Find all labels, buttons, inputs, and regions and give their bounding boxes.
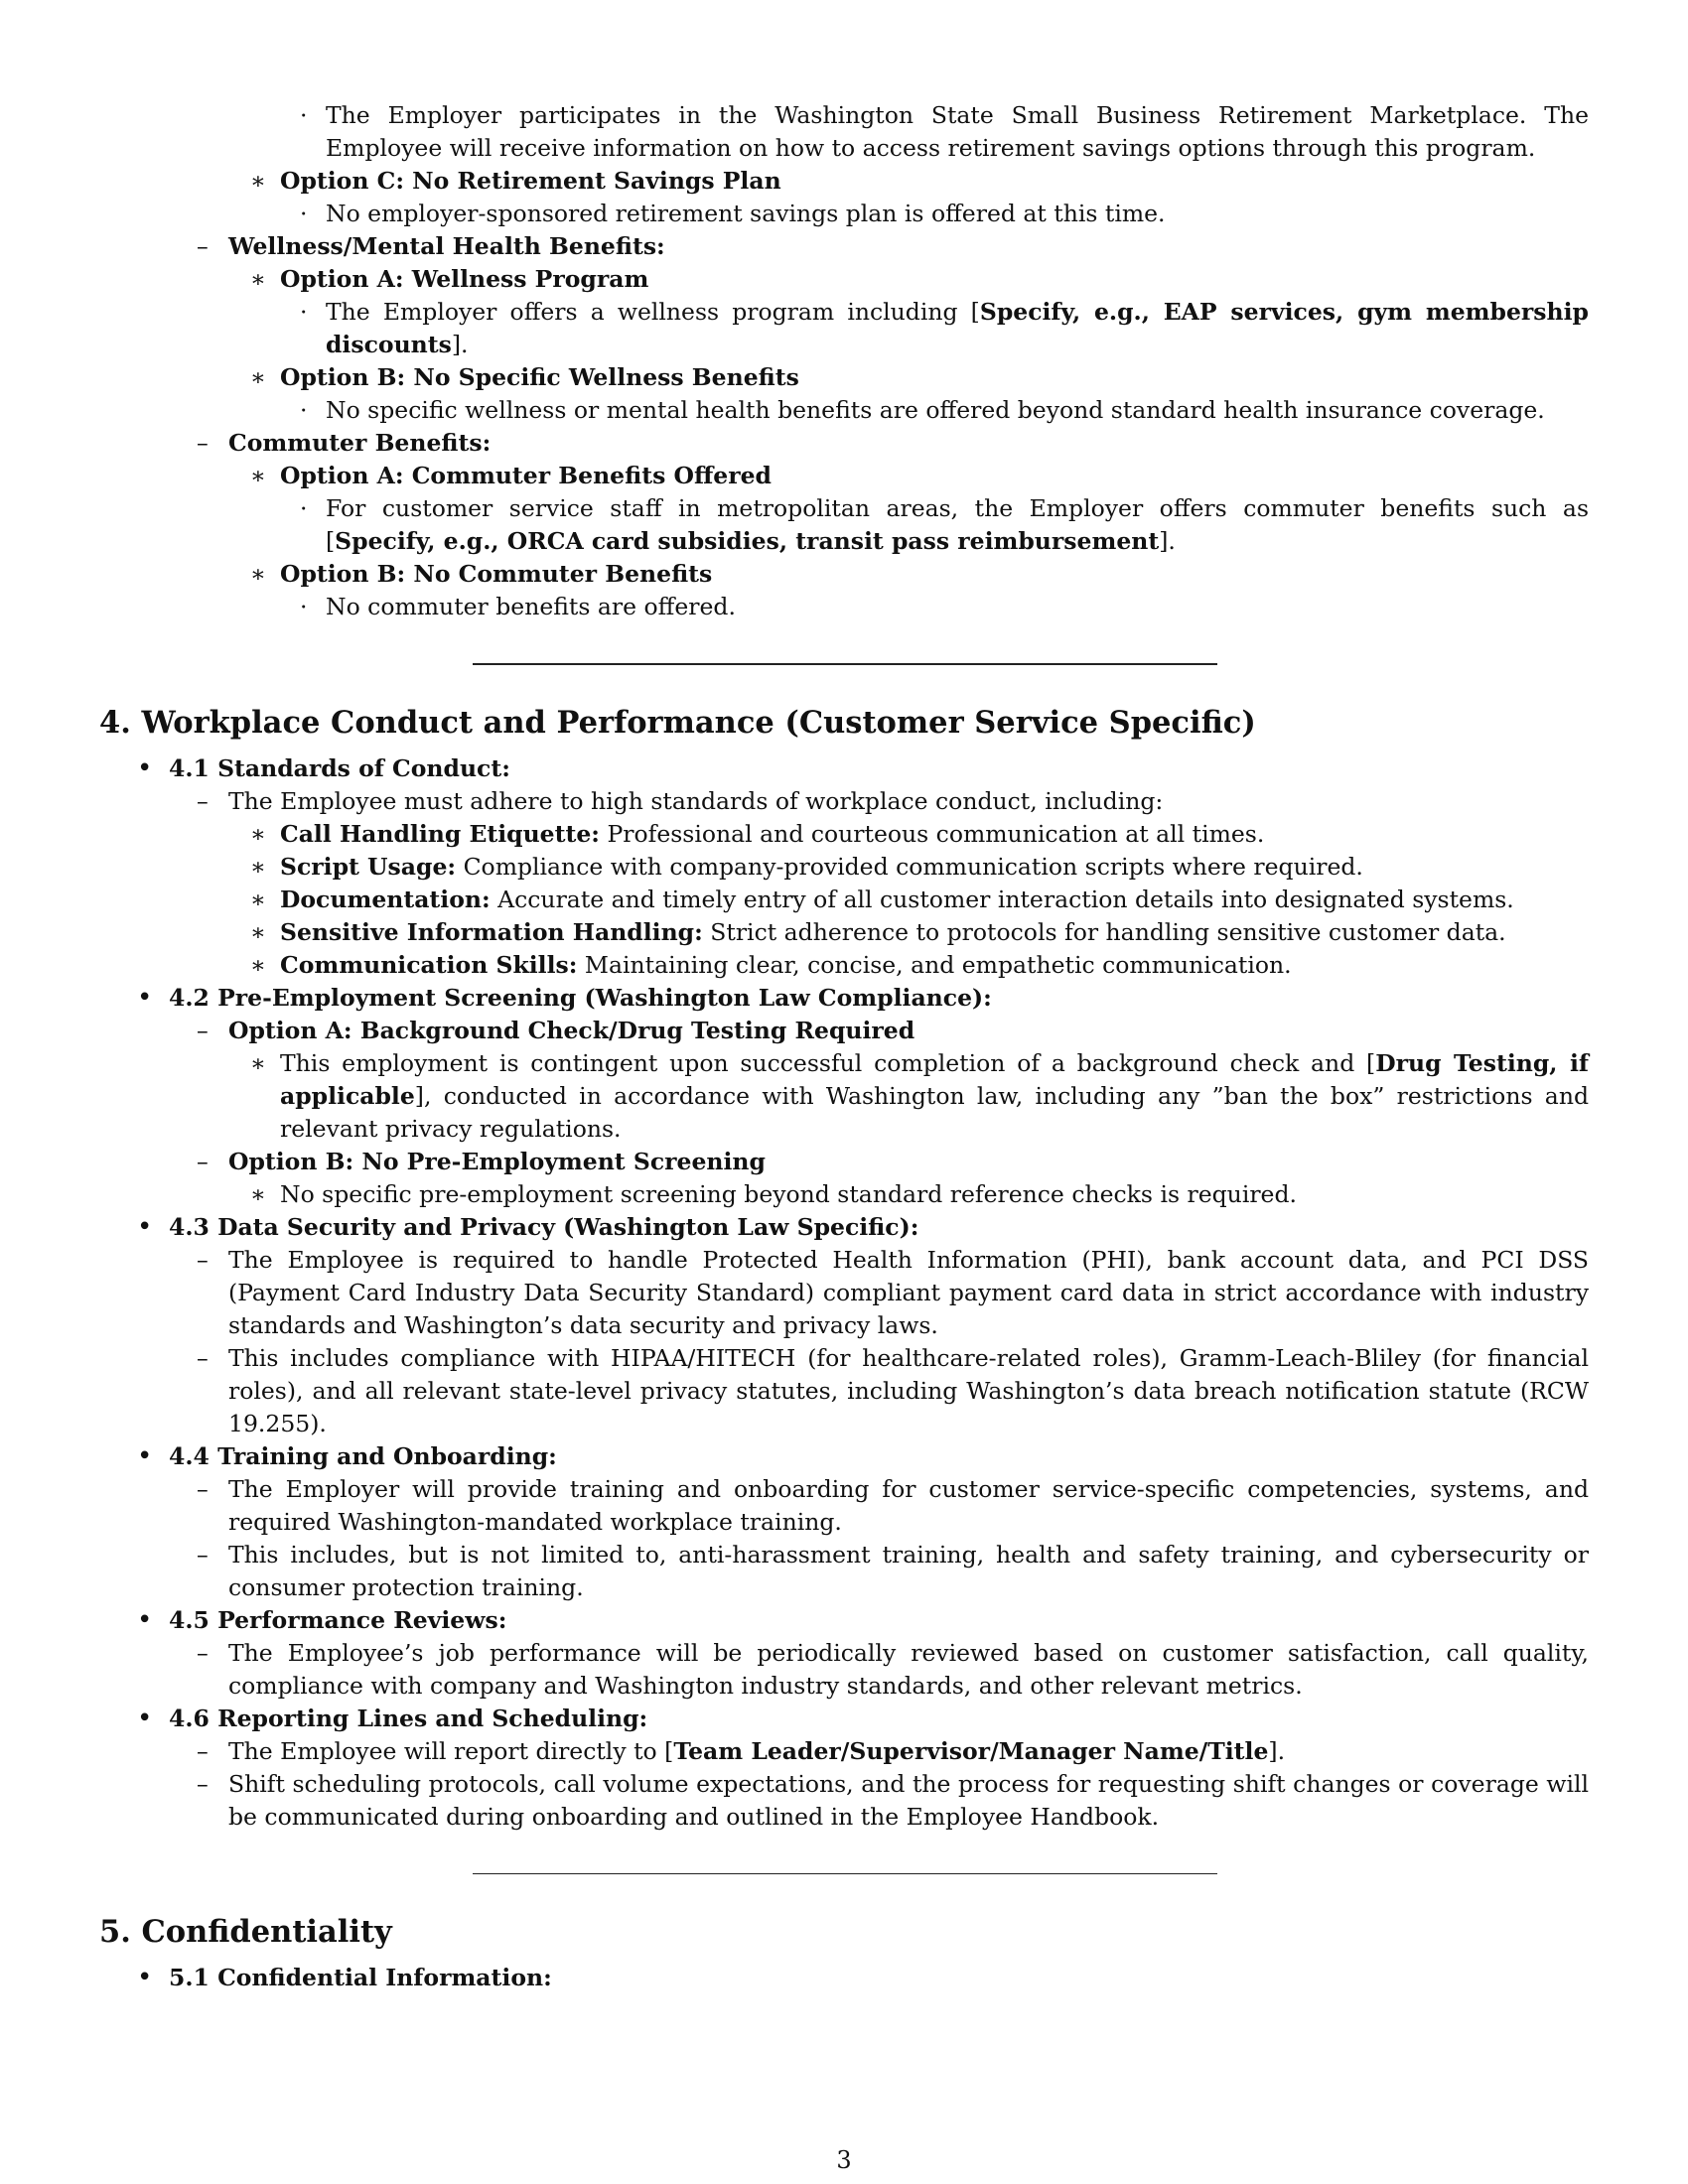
bullet: · bbox=[300, 200, 308, 227]
desc: Maintaining clear, concise, and empathetic communication. bbox=[584, 951, 1292, 979]
bullet: • bbox=[137, 1605, 153, 1635]
list-item bbox=[99, 1440, 1589, 1473]
bullet: ∗ bbox=[250, 853, 266, 881]
wellness-title: Wellness/Mental Health Benefits: bbox=[228, 232, 665, 260]
text: ], conducted in accordance with Washington law, including any ”ban the box” restrictions and relevant privacy regulations. bbox=[280, 1082, 1589, 1143]
bullet: ∗ bbox=[250, 462, 266, 489]
bullet: · bbox=[300, 298, 308, 326]
bullet: · bbox=[300, 494, 308, 522]
bullet: ∗ bbox=[250, 265, 266, 293]
subsection-title: 4.5 Performance Reviews: bbox=[169, 1606, 507, 1634]
text: For customer service staff in metropolitan areas, the Employer offers commuter benefits such as [ bbox=[326, 494, 1589, 555]
bullet: • bbox=[137, 753, 153, 783]
retirement-option-c-text: No employer-sponsored retirement savings plan is offered at this time. bbox=[326, 200, 1166, 227]
retirement-option-c-title: Option C: No Retirement Savings Plan bbox=[280, 167, 781, 195]
desc: Professional and courteous communication at all times. bbox=[607, 820, 1265, 848]
wellness-option-a-title: Option A: Wellness Program bbox=[280, 265, 649, 293]
list-item bbox=[99, 785, 1589, 818]
text: Shift scheduling protocols, call volume expectations, and the process for requesting shift changes or coverage will be communicated during onboarding and outlined in the Employee Handbook. bbox=[228, 1770, 1589, 1831]
term: Documentation: bbox=[280, 886, 491, 913]
list-item bbox=[99, 1178, 1589, 1211]
commuter-option-a-title: Option A: Commuter Benefits Offered bbox=[280, 462, 772, 489]
list-item bbox=[99, 296, 1589, 361]
list-item bbox=[99, 752, 1589, 785]
bullet: • bbox=[137, 1441, 153, 1471]
divider bbox=[473, 663, 1217, 665]
term: Script Usage: bbox=[280, 853, 457, 881]
bullet: ∗ bbox=[250, 951, 266, 979]
list-item bbox=[99, 99, 1589, 165]
desc: Strict adherence to protocols for handling sensitive customer data. bbox=[710, 918, 1506, 946]
text: No specific pre-employment screening beyond standard reference checks is required. bbox=[280, 1180, 1297, 1208]
list-item bbox=[99, 949, 1589, 982]
wellness-option-b-title: Option B: No Specific Wellness Benefits bbox=[280, 363, 799, 391]
text: The Employee must adhere to high standards of workplace conduct, including: bbox=[228, 787, 1164, 815]
list-item bbox=[99, 1768, 1589, 1834]
list-item bbox=[99, 427, 1589, 460]
section-5-heading: 5. Confidentiality bbox=[99, 1914, 392, 1950]
bullet: ∗ bbox=[250, 1049, 266, 1077]
bullet: – bbox=[197, 1148, 209, 1175]
list-item bbox=[99, 1146, 1589, 1178]
list-item bbox=[99, 460, 1589, 492]
text: The Employee will report directly to [ bbox=[228, 1737, 674, 1765]
list-item bbox=[99, 165, 1589, 198]
text: The Employee’s job performance will be periodically reviewed based on customer satisfaction, call quality, compliance with company and Washington industry standards, and other relevant metrics. bbox=[228, 1639, 1589, 1700]
list-item bbox=[99, 492, 1589, 558]
bullet: ∗ bbox=[250, 820, 266, 848]
list-item bbox=[99, 1015, 1589, 1047]
list-item bbox=[99, 1211, 1589, 1244]
bullet: ∗ bbox=[250, 363, 266, 391]
list-item bbox=[99, 591, 1589, 623]
list-item bbox=[99, 1962, 1589, 1994]
list-item bbox=[99, 851, 1589, 884]
text: The Employer offers a wellness program including [ bbox=[326, 298, 980, 326]
text: This includes, but is not limited to, anti-harassment training, health and safety training, and cybersecurity or consumer protection training. bbox=[228, 1541, 1589, 1601]
list-item bbox=[99, 1703, 1589, 1735]
placeholder-field: Team Leader/Supervisor/Manager Name/Title bbox=[673, 1737, 1269, 1765]
list-item bbox=[99, 230, 1589, 263]
text: ]. bbox=[1159, 527, 1176, 555]
bullet: ∗ bbox=[250, 560, 266, 588]
subsection-title: 4.4 Training and Onboarding: bbox=[169, 1442, 557, 1470]
placeholder-field: Specify, e.g., EAP services, gym membership discounts bbox=[326, 298, 1589, 358]
bullet: · bbox=[300, 101, 308, 129]
bullet: – bbox=[197, 429, 209, 457]
list-item bbox=[99, 1637, 1589, 1703]
list-item bbox=[99, 1047, 1589, 1146]
text: The Employer will provide training and onboarding for customer service-specific competencies, systems, and required Washington-mandated workplace training. bbox=[228, 1475, 1589, 1536]
list-item bbox=[99, 394, 1589, 427]
bullet: • bbox=[137, 1212, 153, 1242]
bullet: • bbox=[137, 983, 153, 1013]
desc: Accurate and timely entry of all customer interaction details into designated systems. bbox=[497, 886, 1514, 913]
text: This employment is contingent upon successful completion of a background check and [ bbox=[280, 1049, 1376, 1077]
list-item bbox=[99, 558, 1589, 591]
commuter-option-b-title: Option B: No Commuter Benefits bbox=[280, 560, 713, 588]
bullet: – bbox=[197, 1737, 209, 1765]
list-item bbox=[99, 916, 1589, 949]
bullet: ∗ bbox=[250, 167, 266, 195]
divider bbox=[473, 1873, 1217, 1874]
bullet: – bbox=[197, 1475, 209, 1503]
list-item bbox=[99, 884, 1589, 916]
bullet: – bbox=[197, 1344, 209, 1372]
subsection-title: 4.1 Standards of Conduct: bbox=[169, 754, 510, 782]
commuter-title: Commuter Benefits: bbox=[228, 429, 492, 457]
bullet: – bbox=[197, 1541, 209, 1569]
bullet: – bbox=[197, 1770, 209, 1798]
subsection-title: 4.3 Data Security and Privacy (Washington Law Specific): bbox=[169, 1213, 919, 1241]
list-item bbox=[99, 263, 1589, 296]
page-number: 3 bbox=[836, 2146, 852, 2174]
bullet: ∗ bbox=[250, 886, 266, 913]
term: Call Handling Etiquette: bbox=[280, 820, 600, 848]
text: This includes compliance with HIPAA/HITECH (for healthcare-related roles), Gramm-Leach-Bliley (for financial roles), and all relevant state-level privacy statutes, including Washington’s data breach notification statute (RCW 19.255). bbox=[228, 1344, 1589, 1437]
retirement-option-b-text: The Employer participates in the Washington State Small Business Retirement Marketplace. The Employee will receive information on how to access retirement savings options through this program. bbox=[326, 101, 1589, 162]
option-title: Option A: Background Check/Drug Testing Required bbox=[228, 1017, 915, 1044]
list-item bbox=[99, 198, 1589, 230]
list-item bbox=[99, 1539, 1589, 1604]
placeholder-field: Drug Testing, if applicable bbox=[280, 1049, 1590, 1110]
option-title: Option B: No Pre-Employment Screening bbox=[228, 1148, 766, 1175]
section-4-heading: 4. Workplace Conduct and Performance (Customer Service Specific) bbox=[99, 705, 1256, 741]
document-page bbox=[99, 99, 1589, 1994]
term: Sensitive Information Handling: bbox=[280, 918, 703, 946]
desc: Compliance with company-provided communication scripts where required. bbox=[463, 853, 1363, 881]
subsection-title: 5.1 Confidential Information: bbox=[169, 1964, 552, 1991]
list-item bbox=[99, 361, 1589, 394]
bullet: ∗ bbox=[250, 1180, 266, 1208]
bullet: ∗ bbox=[250, 918, 266, 946]
list-item bbox=[99, 818, 1589, 851]
bullet: · bbox=[300, 593, 308, 620]
list-item bbox=[99, 1244, 1589, 1342]
commuter-option-b-text: No commuter benefits are offered. bbox=[326, 593, 736, 620]
list-item bbox=[99, 1342, 1589, 1440]
term: Communication Skills: bbox=[280, 951, 578, 979]
list-item bbox=[99, 1735, 1589, 1768]
bullet: – bbox=[197, 787, 209, 815]
subsection-title: 4.2 Pre-Employment Screening (Washington Law Compliance): bbox=[169, 984, 992, 1012]
text: ]. bbox=[1268, 1737, 1286, 1765]
list-item bbox=[99, 1604, 1589, 1637]
subsection-title: 4.6 Reporting Lines and Scheduling: bbox=[169, 1705, 648, 1732]
wellness-option-b-text: No specific wellness or mental health benefits are offered beyond standard health insurance coverage. bbox=[326, 396, 1545, 424]
bullet: – bbox=[197, 1639, 209, 1667]
list-item bbox=[99, 1473, 1589, 1539]
text: The Employee is required to handle Protected Health Information (PHI), bank account data, and PCI DSS (Payment Card Industry Data Security Standard) compliant payment card data in strict accordance with industry standards and Washington’s data security and privacy laws. bbox=[228, 1246, 1589, 1339]
bullet: • bbox=[137, 1704, 153, 1733]
list-item bbox=[99, 982, 1589, 1015]
text: ]. bbox=[451, 331, 469, 358]
bullet: – bbox=[197, 232, 209, 260]
bullet: – bbox=[197, 1017, 209, 1044]
bullet: · bbox=[300, 396, 308, 424]
placeholder-field: Specify, e.g., ORCA card subsidies, transit pass reimbursement bbox=[335, 527, 1160, 555]
bullet: • bbox=[137, 1963, 153, 1992]
bullet: – bbox=[197, 1246, 209, 1274]
